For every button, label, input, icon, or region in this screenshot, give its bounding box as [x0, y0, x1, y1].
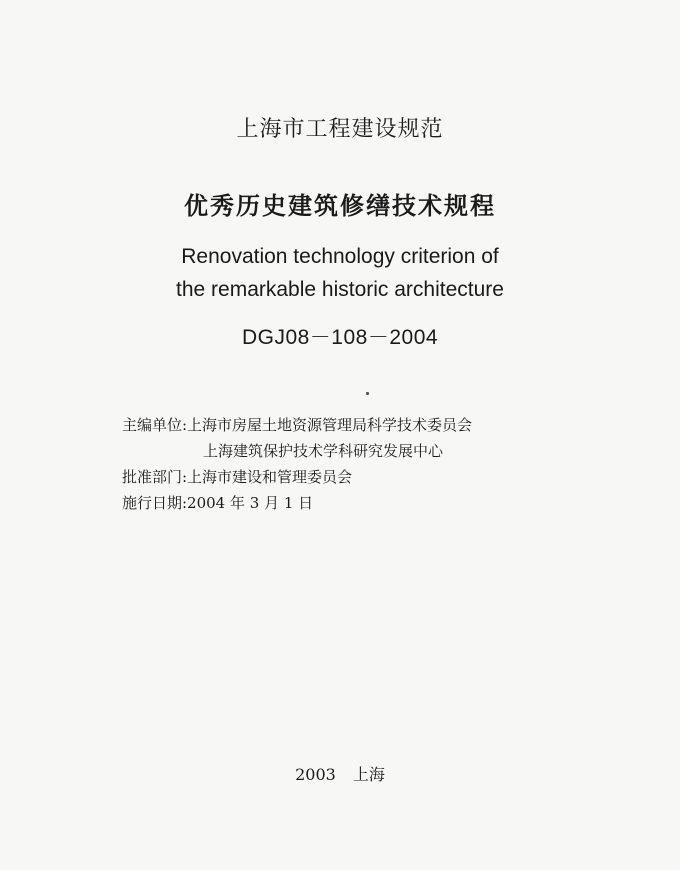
editor-unit-line-2: 上海建筑保护技术学科研究发展中心 — [203, 442, 444, 460]
title-english-line-2: the remarkable historic architecture — [176, 278, 504, 301]
approval-department: 批准部门:上海市建设和管理委员会 — [122, 468, 353, 486]
document-title-english — [0, 240, 680, 306]
publication-info — [122, 412, 472, 516]
standard-code: DGJ08－108－2004 — [241, 326, 439, 349]
document-title-chinese: 优秀历史建筑修缮技术规程 — [184, 192, 496, 220]
standard-series: 上海市工程建设规范 — [236, 117, 444, 142]
stray-mark — [366, 392, 369, 395]
title-english-line-1: Renovation technology criterion of — [181, 245, 499, 268]
effective-date: 施行日期:2004 年 3 月 1 日 — [122, 494, 314, 512]
publication-year-place: 2003 上海 — [295, 765, 385, 784]
editor-unit-line-1: 主编单位:上海市房屋土地资源管理局科学技术委员会 — [122, 416, 473, 434]
